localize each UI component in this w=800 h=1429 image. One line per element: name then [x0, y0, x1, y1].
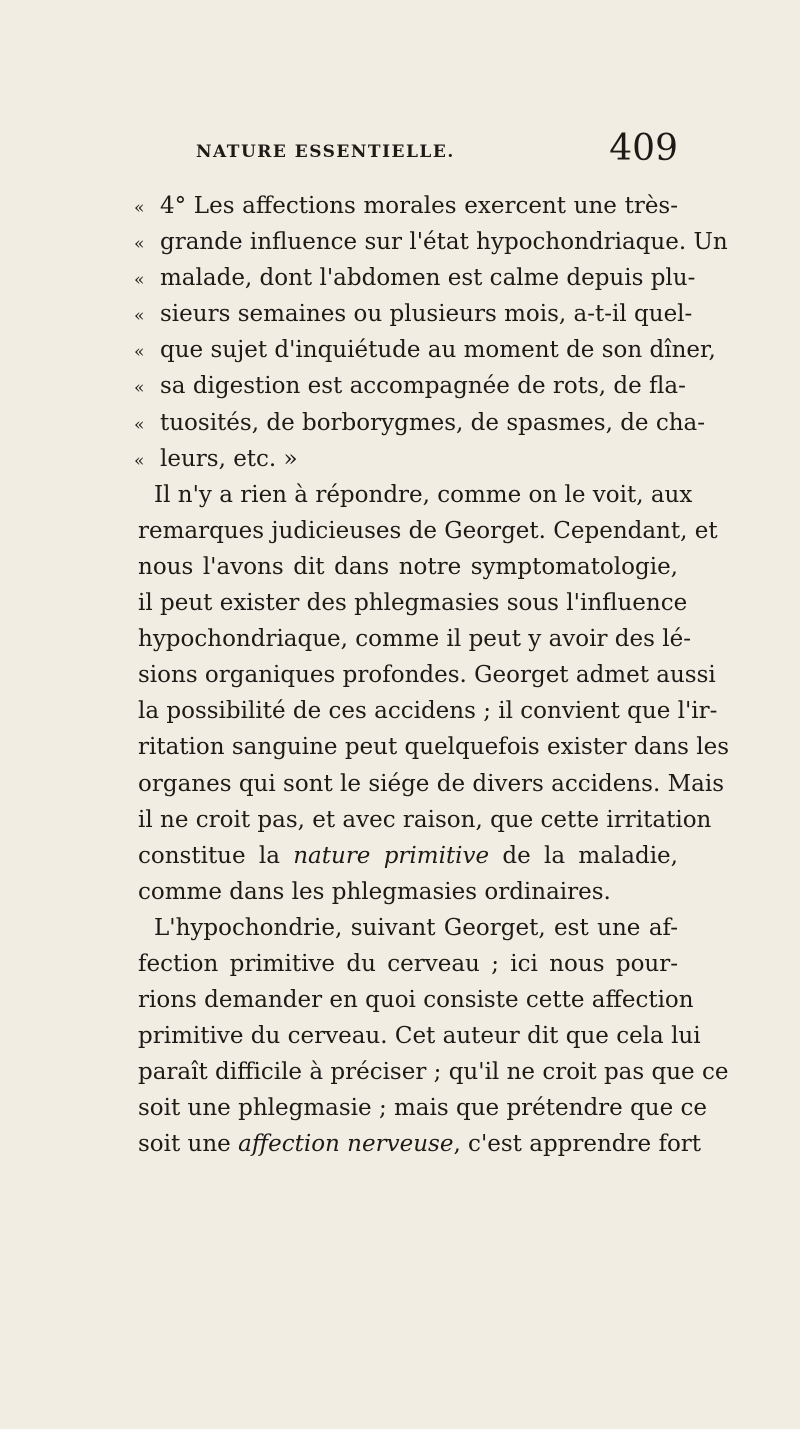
quote-mark: « [134, 306, 145, 327]
text-line: ritation sanguine peut quelquefois exister dans les [138, 734, 730, 761]
text-line: rions demander en quoi consiste cette affection [138, 987, 694, 1014]
quote-line: « sieurs semaines ou plusieurs mois, a-t-il quel- [138, 296, 678, 332]
quote-mark: « [134, 234, 145, 255]
text-line: Il n'y a rien à répondre, comme on le voit, aux [154, 481, 693, 508]
quote-mark: « [134, 414, 145, 435]
text-line: paraît difficile à préciser ; qu'il ne croit pas que ce [138, 1059, 729, 1086]
quote-mark: « [134, 270, 145, 291]
text-line: L'hypochondrie, suivant Georget, est une af- [154, 914, 678, 941]
text-line: la possibilité de ces accidens ; il convient que l'ir- [138, 698, 718, 725]
text-line: il peut exister des phlegmasies sous l'influence [138, 590, 688, 617]
quote-mark: « [134, 342, 145, 363]
text-line: il ne croit pas, et avec raison, que cette irritation [138, 806, 712, 833]
quote-line: « malade, dont l'abdomen est calme depuis plu- [138, 260, 678, 296]
text-line: primitive du cerveau. Cet auteur dit que cela lui [138, 1023, 701, 1050]
text-line: comme dans les phlegmasies ordinaires. [138, 878, 611, 905]
text-line: soit une phlegmasie ; mais que prétendre que ce [138, 1095, 708, 1122]
emphasis-text: nature primitive [293, 842, 490, 869]
quote-mark: « [134, 378, 145, 399]
text-line: constitue la nature primitive de la maladie, [138, 842, 678, 869]
quote-line: « sa digestion est accompagnée de rots, de fla- [138, 368, 678, 404]
text-line: fection primitive du cerveau ; ici nous pour- [138, 950, 678, 977]
emphasis-text: affection nerveuse [238, 1131, 454, 1158]
quote-mark: « [134, 198, 145, 218]
text-line: hypochondriaque, comme il peut y avoir des lé- [138, 626, 691, 653]
text-line: organes qui sont le siége de divers accidens. Mais [138, 770, 724, 797]
page-header [138, 128, 678, 188]
page-text [134, 188, 730, 1163]
text-line: remarques judicieuses de Georget. Cependant, et [138, 517, 718, 544]
quote-line: « grande influence sur l'état hypochondriaque. Un [138, 224, 678, 260]
quote-line: « 4° Les affections morales exercent une très- [138, 188, 678, 224]
text-line: soit une affection nerveuse, c'est apprendre fort [138, 1131, 702, 1158]
page-number: 409 [609, 128, 678, 169]
running-title: NATURE ESSENTIELLE. [196, 142, 455, 162]
text-line: nous l'avons dit dans notre symptomatologie, [138, 553, 678, 580]
text-line: sions organiques profondes. Georget admet aussi [138, 662, 716, 689]
quote-line: « que sujet d'inquiétude au moment de son dîner, [138, 332, 678, 368]
quote-line: « leurs, etc. » [138, 441, 678, 477]
quote-mark: « [134, 450, 145, 471]
quote-line: « tuosités, de borborygmes, de spasmes, de cha- [138, 405, 678, 441]
